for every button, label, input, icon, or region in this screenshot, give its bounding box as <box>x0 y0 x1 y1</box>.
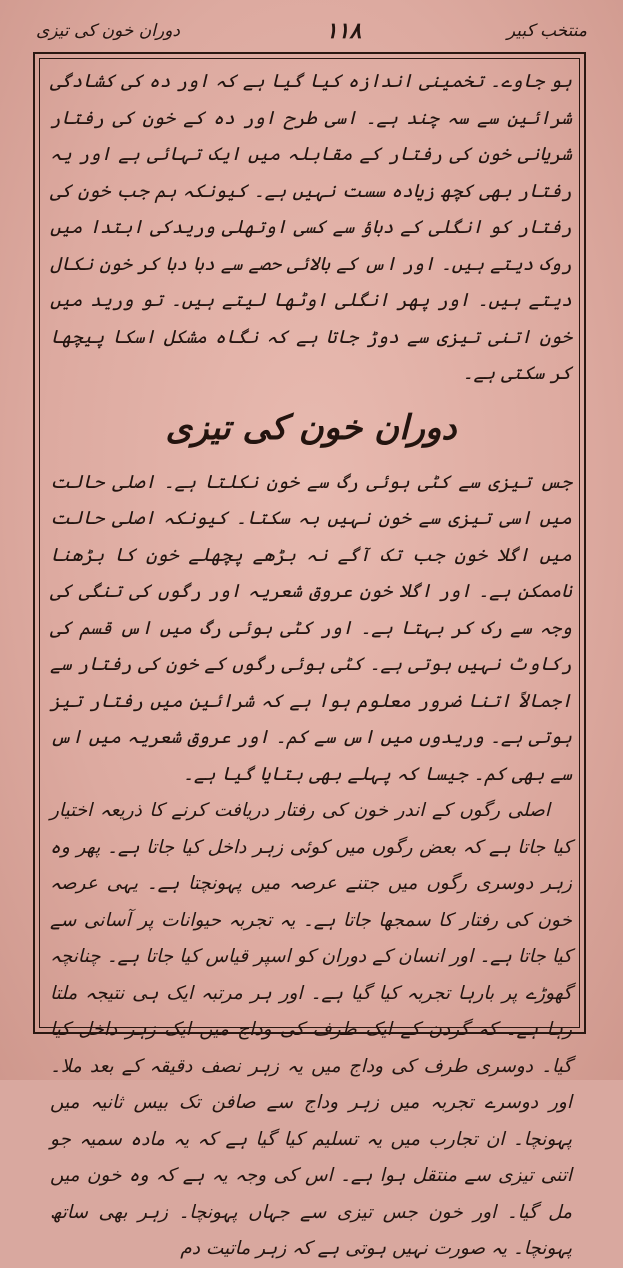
book-title: منتخب کبیر <box>506 21 587 41</box>
chapter-title: دوران خون کی تیزی <box>36 21 180 41</box>
running-header <box>36 14 587 48</box>
section-heading: دوران خون کی تیزی <box>165 407 457 448</box>
paragraph-2: جس تیزی سے کٹی ہوئی رگ سے خون نکلتا ہے۔ اصلی حالت میں اسی تیزی سے خون نہیں بہ سکتا۔ کیونکہ اصلی حالت میں اگلا خون جب تک آگے نہ بڑھے پچھلے خون کا بڑھنا ناممکن ہے۔ اور اگلا خون عروق شعریہ اور رگوں کی تنگی کی وجہ سے رک کر بہتا ہے۔ اور کٹی ہوئی رگ میں اس قسم کی رکاوٹ نہیں ہوتی ہے۔ کٹی ہوئی رگوں کے خون کی رفتار سے اجمالاً اتنا ضرور معلوم ہوا ہے کہ شرائین میں رفتار تیز ہوتی ہے۔ وریدوں میں اس سے کم۔ اور عروق شعریہ میں اس سے بھی کم۔ جیسا کہ پہلے بھی بتایا گیا ہے۔ <box>50 471 572 785</box>
page-number: ۱۱۸ <box>325 18 362 44</box>
page-text <box>50 64 572 1268</box>
paragraph-3: اصلی رگوں کے اندر خون کی رفتار دریافت کرنے کا ذریعہ اختیار کیا جاتا ہے کہ بعض رگوں میں کوئی زہر داخل کیا جاتا ہے۔ پھر وہ زہر دوسری رگوں میں جتنے عرصہ میں پہونچتا ہے۔ یہی عرصہ خون کی رفتار کا سمجھا جاتا ہے۔ یہ تجربہ حیوانات پر آسانی سے کیا جاتا ہے۔ اور انسان کے دوران کو اسپر قیاس کیا جاتا ہے۔ چنانچہ گھوڑے پر بارہا تجربہ کیا گیا ہے۔ اور ہر مرتبہ ایک ہی نتیجہ ملتا رہا ہے۔ کہ گردن کے ایک طرف کی وداج میں ایک زہر داخل کیا گیا۔ دوسری طرف کی وداج میں یہ زہر نصف دقیقہ کے بعد ملا۔ اور دوسرے تجربہ میں زہر وداج سے صافن تک بیس ثانیہ میں پہونچا۔ ان تجارب میں یہ تسلیم کیا گیا ہے کہ یہ مادہ سمیہ جو اتنی تیزی سے منتقل ہوا ہے۔ اس کی وجہ یہ ہے کہ وہ خون میں مل گیا۔ اور خون جس تیزی سے جہاں پہونچا۔ زہر بھی ساتھ پہونچا۔ یہ صورت نہیں ہوتی ہے کہ زہر ماتیت دم <box>50 800 572 1259</box>
paragraph-1: ہو جاوے۔ تخمینی اندازہ کیا گیا ہے کہ اور دہ کی کشادگی شرائین سے سہ چند ہے۔ اسی طرح اور دہ کے خون کی رفتار شریانی خون کی رفتار کے مقابلہ میں ایک تہائی ہے اور یہ رفتار بھی کچھ زیادہ سست نہیں ہے۔ کیونکہ ہم جب خون کی رفتار کو انگلی کے دباؤ سے کسی اوتھلی وریدکی ابتدا میں روک دیتے ہیں۔ اور اس کے بالائی حصے سے دبا دبا کر خون نکال دیتے ہیں۔ اور پھر انگلی اوٹھا لیتے ہیں۔ تو ورید میں خون اتنی تیزی سے دوڑ جاتا ہے کہ نگاہ مشکل اسکا پیچھا کر سکتی ہے۔ <box>50 71 572 384</box>
